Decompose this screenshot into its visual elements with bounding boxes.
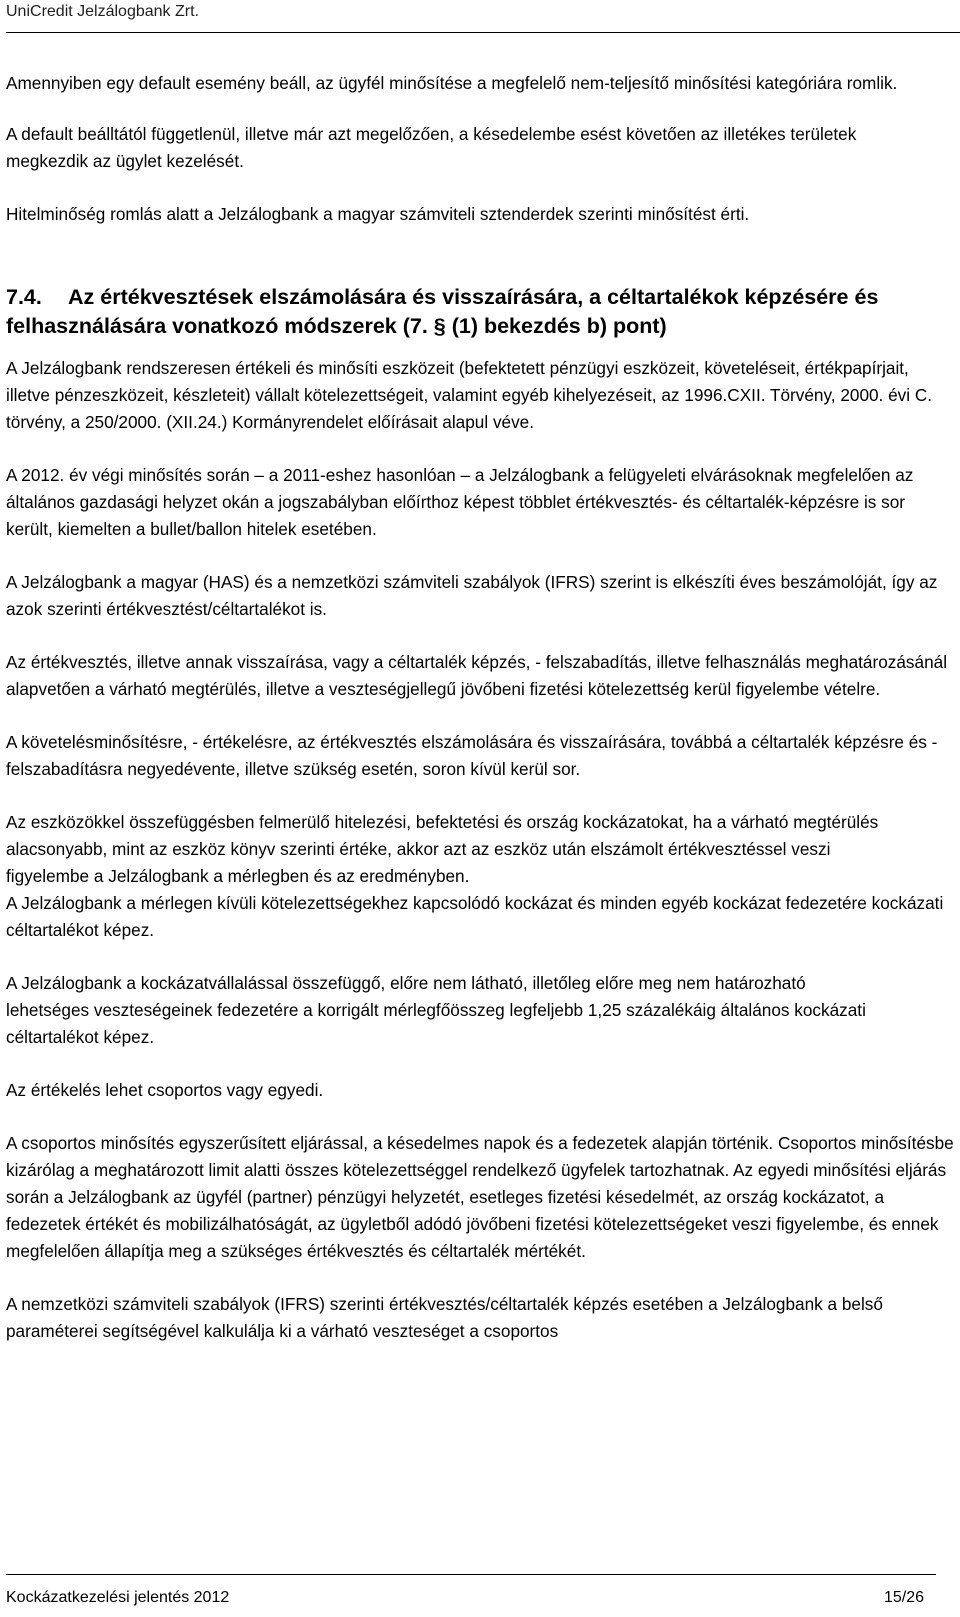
body-paragraph-2: A 2012. év végi minősítés során – a 2011-eshez hasonlóan – a Jelzálogbank a felügyeleti elvárásoknak megfelelően az általános gazdasági helyzet okán a jogszabályban előírthoz képest többlet értékvesztés- és céltartalék-képzésre is sor került, kiemelten a bullet/ballon hitelek esetében. xyxy=(6,465,914,539)
body-paragraph-1: A Jelzálogbank rendszeresen értékeli és minősíti eszközeit (befektetett pénzügyi eszközeit, követeléseit, értékpapírjait, illetve pénzeszközeit, készleteit) vállalt kötelezettségeit, valamint egyéb kihelyezéseit, az 1996.CXII. Törvény, 2000. évi C. törvény, a 250/2000. (XII.24.) Kormányrendelet előírásait alapul véve. xyxy=(6,358,933,432)
intro-paragraph-2: A default beálltától függetlenül, illetve már azt megelőzően, a késedelembe esést követően az illetékes területek megkezdik az ügylet kezelését. xyxy=(6,124,857,171)
section-title: Az értékvesztések elszámolására és visszaírására, a céltartalékok képzésére és felhasználására vonatkozó módszerek (7. § (1) bekezdés b) pont) xyxy=(6,285,879,338)
body-paragraph-5: A követelésminősítésre, - értékelésre, az értékvesztés elszámolására és visszaírására, továbbá a céltartalék képzésre és - felszabadításra negyedévente, illetve szükség esetén, soron kívül kerül sor. xyxy=(6,732,938,779)
footer-page-number: 15/26 xyxy=(883,1589,924,1606)
footer-document-title: Kockázatkezelési jelentés 2012 xyxy=(6,1589,230,1606)
body-paragraph-11: A nemzetközi számviteli szabályok (IFRS) szerinti értékvesztés/céltartalék képzés esetében a Jelzálogbank a belső paraméterei segítségével kalkulálja ki a várható veszteséget a csoportos xyxy=(6,1294,883,1341)
page-footer xyxy=(6,1574,936,1617)
intro-paragraph-1: Amennyiben egy default esemény beáll, az ügyfél minősítése a megfelelő nem-teljesítő minősítési kategóriára romlik. xyxy=(6,73,898,93)
body-paragraph-4: Az értékvesztés, illetve annak visszaírása, vagy a céltartalék képzés, - felszabadítás, illetve felhasználás meghatározásánál alapvetően a várható megtérülés, illetve a veszteségjellegű jövőbeni fizetési kötelezettség kerül figyelembe vételre. xyxy=(6,652,948,699)
section-number: 7.4. xyxy=(6,285,42,309)
body-paragraph-9: Az értékelés lehet csoportos vagy egyedi. xyxy=(6,1080,324,1100)
body-paragraph-8: A Jelzálogbank a kockázatvállalással összefüggő, előre nem látható, illetőleg előre meg nem határozható lehetséges veszteségeinek fedezetére a korrigált mérlegfőösszeg legfeljebb 1,25 százalékáig általános kockázati céltartalékot képez. xyxy=(6,973,866,1047)
section-heading xyxy=(6,283,956,341)
body-paragraph-3: A Jelzálogbank a magyar (HAS) és a nemzetközi számviteli szabályok (IFRS) szerint is elkészíti éves beszámolóját, így az azok szerinti értékvesztést/céltartalékot is. xyxy=(6,572,938,619)
header-title: UniCredit Jelzálogbank Zrt. xyxy=(6,3,199,20)
header-divider xyxy=(6,32,960,33)
page-header xyxy=(6,0,960,33)
body-paragraph-10: A csoportos minősítés egyszerűsített eljárással, a késedelmes napok és a fedezetek alapján történik. Csoportos minősítésbe kizárólag a meghatározott limit alatti összes kötelezettséggel rendelkező ügyfelek tartozhatnak. Az egyedi minősítési eljárás során a Jelzálogbank az ügyfél (partner) pénzügyi helyzetét, esetleges fizetési késedelmét, az ország kockázatot, a fedezetek értékét és mobilizálhatóságát, az ügyletből adódó jövőbeni fizetési kötelezettségeket veszi figyelembe, és ennek megfelelően állapítja meg a szükséges értékvesztés és céltartalék mértékét. xyxy=(6,1133,954,1261)
page-content xyxy=(6,70,956,1345)
body-paragraph-7: A Jelzálogbank a mérlegen kívüli kötelezettségekhez kapcsolódó kockázat és minden egyéb kockázat fedezetére kockázati céltartalékot képez. xyxy=(6,893,944,940)
intro-paragraph-3: Hitelminőség romlás alatt a Jelzálogbank a magyar számviteli sztenderdek szerinti minősítést érti. xyxy=(6,204,750,224)
body-paragraph-6: Az eszközökkel összefüggésben felmerülő hitelezési, befektetési és ország kockázatokat, ha a várható megtérülés alacsonyabb, mint az eszköz könyv szerinti értéke, akkor azt az eszköz után elszámolt értékvesztéssel veszi figyelembe a Jelzálogbank a mérlegben és az eredményben. xyxy=(6,812,879,886)
footer-divider xyxy=(6,1574,936,1575)
